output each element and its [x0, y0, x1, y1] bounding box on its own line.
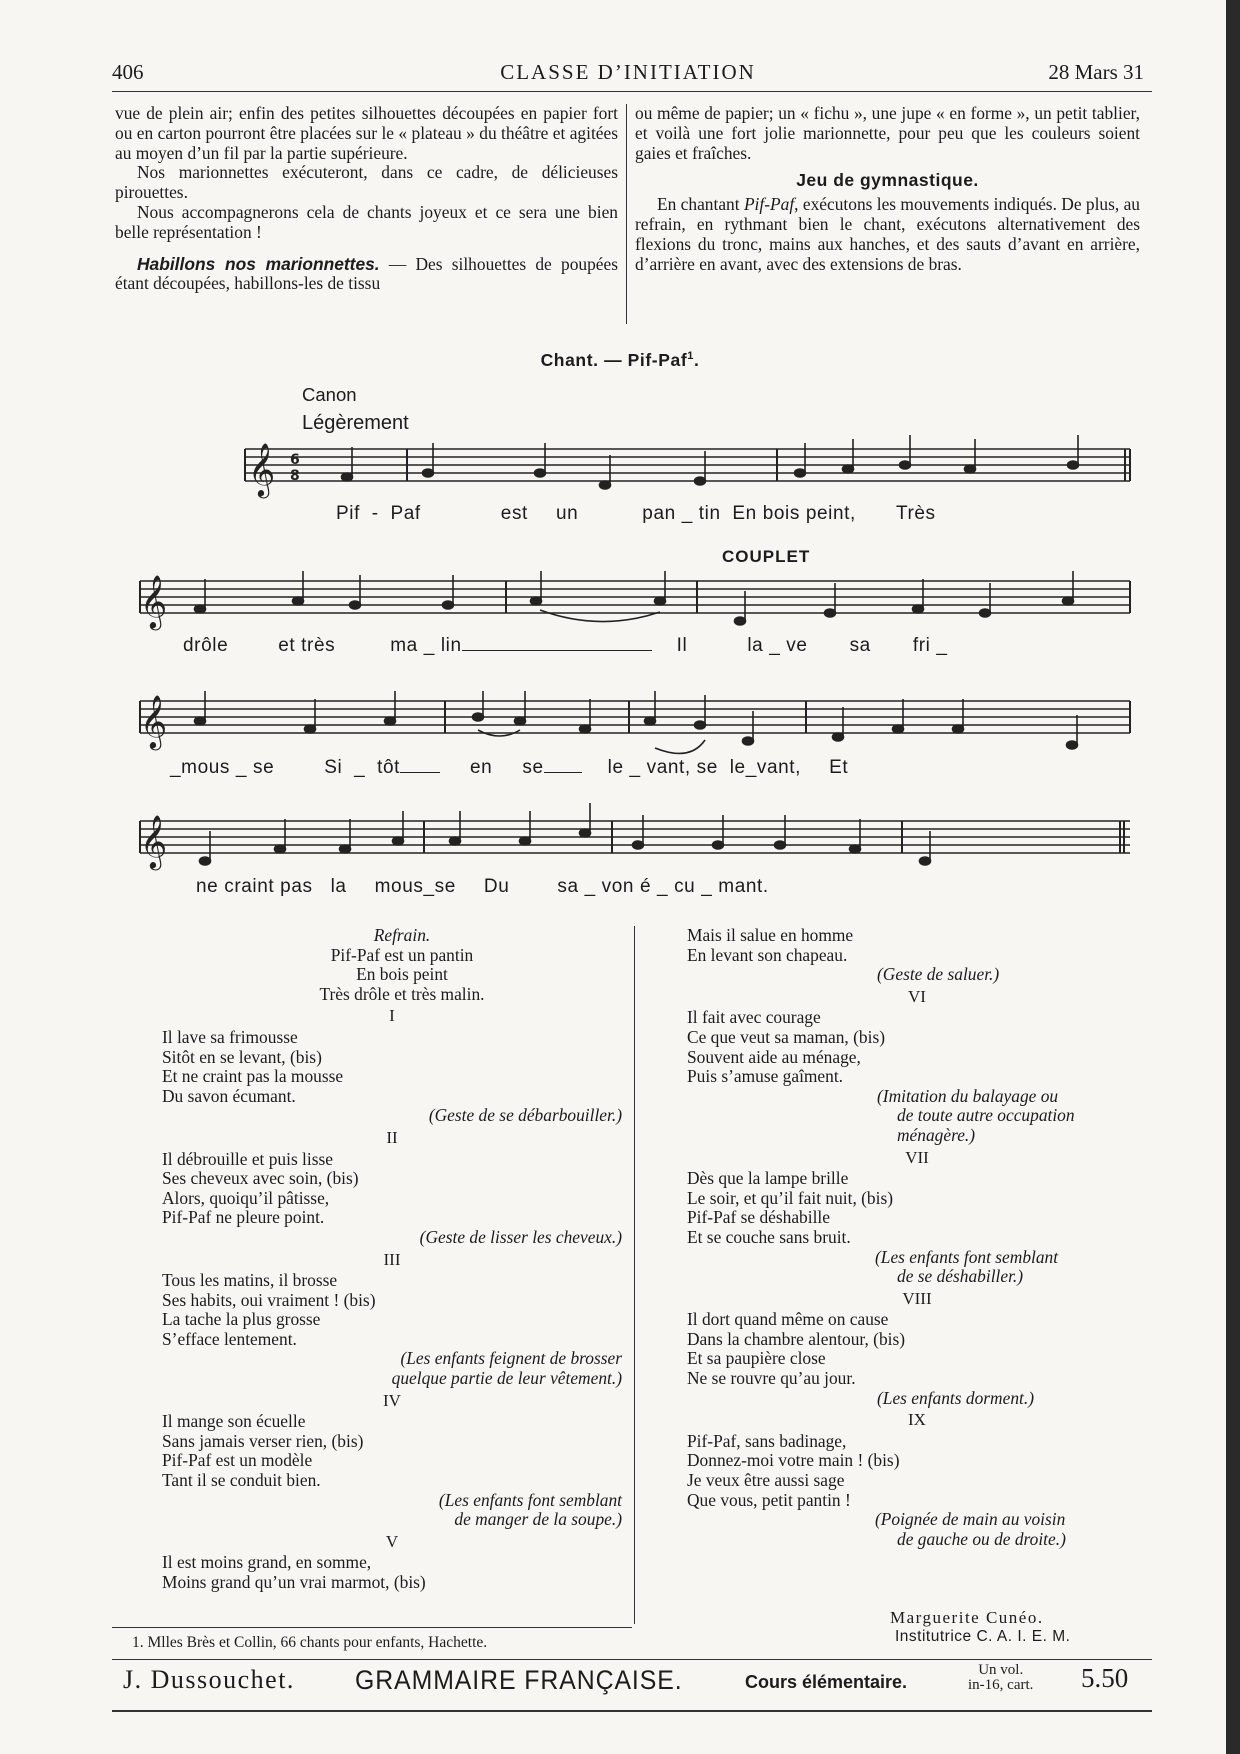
staff-2 — [140, 581, 1130, 613]
advert-bottom-rule — [112, 1710, 1152, 1712]
gesture-note: (Geste de se débarbouiller.) — [428, 1105, 622, 1126]
verse-number: V — [385, 1531, 399, 1551]
gesture-note: de manger de la soupe.) — [454, 1509, 622, 1530]
verse-number: VII — [905, 1147, 929, 1167]
verse-number: IX — [908, 1410, 926, 1430]
page-number: 406 — [112, 60, 144, 84]
verse-line: Il lave sa frimousse — [162, 1026, 298, 1047]
header-date: 28 Mars 31 — [1048, 60, 1144, 84]
advert-subtitle: Cours élémentaire. — [745, 1672, 908, 1692]
notes-staff-2 — [195, 571, 1074, 625]
gesture-note: de toute autre occupation — [897, 1105, 1075, 1126]
gesture-note: de gauche ou de droite.) — [897, 1528, 1066, 1549]
intro-paragraph: Nos marionnettes exécuteront, dans ce cadre, de délicieuses pirouettes. — [115, 162, 618, 203]
gym-song-name: Pif-Paf — [743, 194, 795, 215]
header-title: CLASSE D’INITIATION — [500, 60, 756, 84]
verse-line: Il mange son écuelle — [162, 1411, 306, 1432]
advert-volume — [968, 1663, 1033, 1693]
verse-line: Donnez-moi votre main ! (bis) — [687, 1450, 900, 1471]
refrain-title: Refrain. — [373, 925, 431, 945]
verse-line: Ne se rouvre qu’au jour. — [687, 1368, 856, 1389]
refrain-line: Pif-Paf est un pantin — [330, 944, 474, 965]
treble-clef-icon: 𝄞 — [140, 574, 168, 628]
gesture-note: de se déshabiller.) — [897, 1266, 1024, 1287]
gesture-note: (Les enfants font semblant — [438, 1489, 622, 1510]
verse-line: Moins grand qu’un vrai marmot, (bis) — [162, 1572, 426, 1592]
footnote-rule — [112, 1627, 632, 1628]
notes-staff-3 — [195, 691, 1078, 749]
refrain-line: Très drôle et très malin. — [319, 983, 485, 1004]
gesture-note: (Imitation du balayage ou — [877, 1085, 1059, 1106]
verse-line: Sitôt en se levant, (bis) — [162, 1046, 322, 1067]
verse-line: Sans jamais verser rien, (bis) — [162, 1430, 364, 1451]
intro-paragraph: vue de plein air; enfin des petites silhouettes découpées en papier fort ou en carton pourront être placées sur le « plateau » du théâtre et agitées au moyen d’un fil par la partie supérieure. — [115, 103, 618, 163]
verse-line: Pif-Paf, sans badinage, — [687, 1430, 847, 1451]
gesture-note: quelque partie de leur vêtement.) — [391, 1368, 622, 1389]
verse-line: Je veux être aussi sage — [687, 1470, 845, 1491]
verses-right-column — [687, 926, 1147, 1549]
verse-line: Du savon écumant. — [162, 1085, 296, 1106]
habillons-body: — Des silhouettes de poupées étant découpées, habillons-les de tissu — [115, 253, 618, 294]
verse-line: Ce que veut sa maman, (bis) — [687, 1026, 886, 1047]
verse-line: Il fait avec courage — [687, 1007, 821, 1028]
footnote-mark: 1 — [687, 350, 694, 363]
verse-line: S’efface lentement. — [162, 1328, 297, 1349]
verse-line: Tant il se conduit bien. — [162, 1470, 321, 1491]
verse-line: Et se couche sans bruit. — [687, 1226, 851, 1247]
verse-line: Mais il salue en homme — [687, 925, 854, 945]
lyrics-line-1: Pif - Paf est un pan _ tin En bois peint, Très — [336, 503, 936, 524]
verse-line: Il débrouille et puis lisse — [162, 1148, 333, 1169]
verse-line: Et ne craint pas la mousse — [162, 1066, 344, 1087]
gesture-note: (Geste de saluer.) — [877, 964, 1000, 985]
lyrics-line-2: drôle et très ma _ lin Il la _ ve sa fri _ — [183, 635, 948, 656]
lyrics-line-3: _mous _ se Si _ tôt en se le _ vant, se le_vant, Et — [170, 757, 849, 778]
verse-line: Dès que la lampe brille — [687, 1168, 849, 1189]
verse-number: VIII — [902, 1288, 932, 1308]
verse-line: Pif-Paf est un modèle — [162, 1450, 313, 1471]
advert-top-rule — [112, 1659, 1152, 1660]
verse-line: Le soir, et qu’il fait nuit, (bis) — [687, 1187, 894, 1208]
verse-line: Ses habits, oui vraiment ! (bis) — [162, 1289, 376, 1310]
gym-text: En chantant — [657, 194, 744, 215]
notes-staff-4 — [200, 803, 931, 865]
treble-clef-icon: 𝄞 — [140, 694, 168, 748]
author-signature: Marguerite Cunéo. — [890, 1608, 1044, 1627]
verse-line: Alors, quoiqu’il pâtisse, — [162, 1187, 330, 1208]
treble-clef-icon: 𝄞 — [248, 442, 276, 496]
gesture-note: ménagère.) — [897, 1124, 976, 1145]
lyrics-line-4: ne craint pas la mous_se Du sa _ von é _ cu _ mant. — [196, 876, 769, 897]
verse-number: VI — [908, 986, 926, 1006]
advert-price: 5.50 — [1081, 1663, 1129, 1693]
tempo-label: Légèrement — [302, 412, 409, 434]
verse-number: II — [386, 1127, 398, 1147]
gym-text: , exécutons les mouvements indiqués. De plus, au refrain, en rythmant bien le chant, exécutons alternativement des flexions du tronc, mains aux hanches, et des sauts d’avant en arrière, d’arrière en avant, avec des extensions de bras. — [635, 194, 1141, 274]
verses-left-column — [162, 926, 622, 1593]
verse-line: Que vous, petit pantin ! — [687, 1489, 851, 1510]
verse-line: Souvent aide au ménage, — [687, 1046, 861, 1067]
verse-line: Il dort quand même on cause — [687, 1309, 889, 1330]
verse-line: En levant son chapeau. — [687, 944, 848, 965]
advertisement — [123, 1663, 1143, 1707]
treble-clef-icon: 𝄞 — [140, 814, 168, 868]
advert-author: J. Dussouchet. — [123, 1665, 295, 1694]
habillons-heading: Habillons nos marionnettes. — [137, 253, 380, 274]
verse-line: La tache la plus grosse — [162, 1309, 321, 1330]
staff-1 — [245, 449, 1130, 481]
refrain-line: En bois peint — [356, 964, 448, 985]
verse-line: Ses cheveux avec soin, (bis) — [162, 1168, 359, 1189]
verse-line: Il est moins grand, en somme, — [162, 1552, 372, 1573]
column-divider — [634, 926, 635, 1624]
footnote: 1. Mlles Brès et Collin, 66 chants pour enfants, Hachette. — [132, 1634, 488, 1651]
gesture-note: (Les enfants font semblant — [875, 1246, 1059, 1267]
intro-paragraph: Nous accompagnerons cela de chants joyeux et ce sera une bien belle représentation ! — [115, 201, 618, 242]
chant-title: Chant. — Pif-Paf$^1$. — [540, 350, 700, 370]
gesture-note: (Les enfants feignent de brosser — [400, 1348, 622, 1369]
staff-3 — [140, 701, 1130, 733]
intro-paragraph: ou même de papier; un « fichu », une jupe « en forme », un petit tablier, et voilà une fort jolie marionnette, pour peu que les couleurs soient gaies et fraîches. — [635, 103, 1140, 163]
verse-line: Et sa paupière close — [687, 1348, 826, 1369]
chant-title-text: Chant. — Pif-Paf — [540, 350, 688, 370]
author-role: Institutrice C. A. I. E. M. — [895, 1628, 1071, 1645]
advert-volume-line: Un vol. — [978, 1662, 1024, 1678]
advert-title: GRAMMAIRE FRANÇAISE. — [355, 1665, 683, 1695]
verse-number: IV — [383, 1390, 401, 1410]
verse-number: III — [383, 1249, 401, 1269]
verse-line: Pif-Paf ne pleure point. — [162, 1207, 325, 1228]
couplet-label: COUPLET — [722, 547, 811, 566]
verse-line: Tous les matins, il brosse — [162, 1270, 338, 1291]
gesture-note: (Poignée de main au voisin — [875, 1509, 1066, 1530]
svg-text:8: 8 — [290, 468, 300, 484]
verse-line: Dans la chambre alentour, (bis) — [687, 1328, 906, 1349]
gesture-note: (Geste de lisser les cheveux.) — [419, 1226, 622, 1247]
verse-number: I — [389, 1006, 395, 1026]
verse-line: Puis s’amuse gaîment. — [687, 1066, 844, 1087]
gymnastics-heading: Jeu de gymnastique. — [796, 170, 979, 191]
canon-label: Canon — [302, 384, 357, 405]
gesture-note: (Les enfants dorment.) — [877, 1387, 1034, 1408]
svg-text:6: 6 — [290, 452, 300, 468]
advert-volume-line: in-16, cart. — [968, 1677, 1034, 1693]
verse-line: Pif-Paf se déshabille — [687, 1207, 830, 1228]
